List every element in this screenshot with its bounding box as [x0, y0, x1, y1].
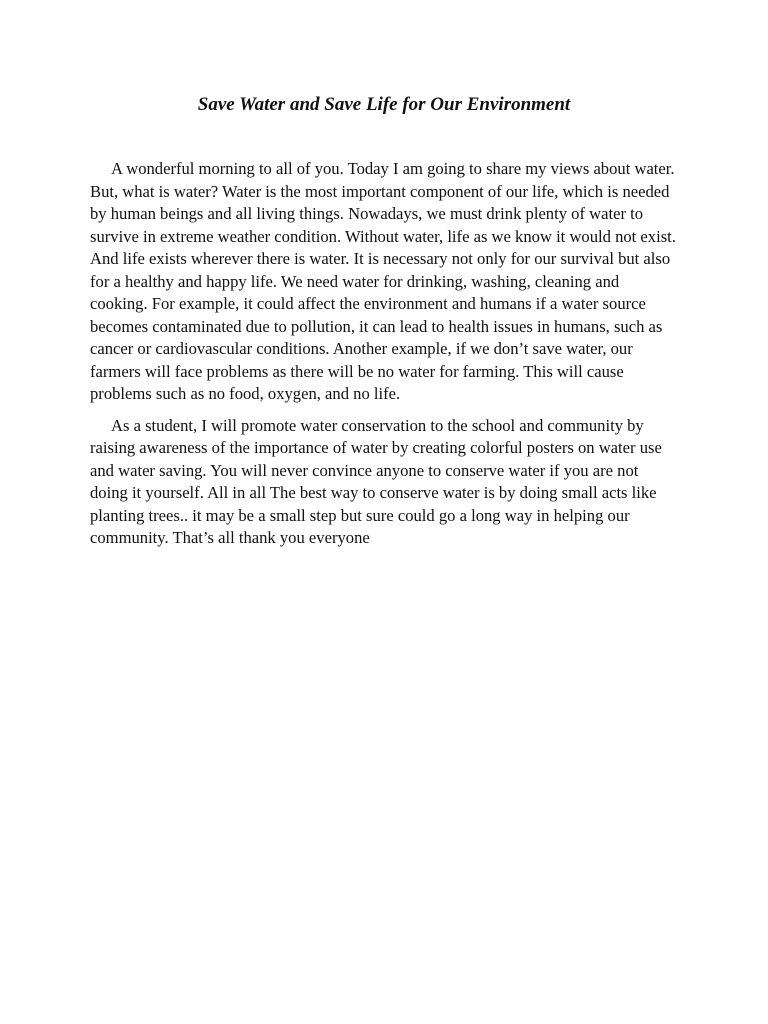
document-body: [90, 158, 680, 559]
document-title: Save Water and Save Life for Our Environment: [197, 94, 571, 115]
paragraph-2: As a student, I will promote water conservation to the school and community by raising awareness of the importance of water by creating colorful posters on water use and water saving. You will never convince anyone to conserve water if you are not doing it yourself. All in all The best way to conserve water is by doing small acts like planting trees.. it may be a small step but sure could go a long way in helping our community. That’s all thank you everyone: [90, 415, 662, 547]
paragraph-1: A wonderful morning to all of you. Today I am going to share my views about water. But, what is water? Water is the most important component of our life, which is needed by human beings and all living things. Nowadays, we must drink plenty of water to survive in extreme weather condition. Without water, life as we know it would not exist. And life exists wherever there is water. It is necessary not only for our survival but also for a healthy and happy life. We need water for drinking, washing, cleaning and cooking. For example, it could affect the environment and humans if a water source becomes contaminated due to pollution, it can lead to health issues in humans, such as cancer or cardiovascular conditions. Another example, if we don’t save water, our farmers will face problems as there will be no water for farming. This will cause problems such as no food, oxygen, and no life.: [90, 159, 676, 403]
